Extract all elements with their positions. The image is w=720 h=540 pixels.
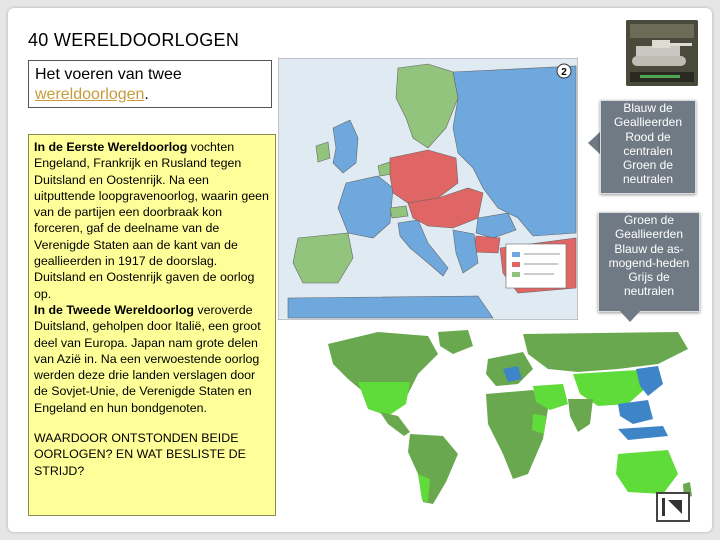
ww1-heading: In de Eerste Wereldoorlog <box>34 140 188 154</box>
back-arrow-icon <box>658 494 688 520</box>
world-ww2-map <box>318 324 700 514</box>
subtitle-box <box>28 60 272 108</box>
callout-line: Geallieerden <box>613 115 683 130</box>
back-button[interactable] <box>656 492 690 522</box>
callout-ww1-legend <box>600 100 696 194</box>
callout-line: Blauw de <box>623 101 673 115</box>
subtitle-suffix: . <box>144 86 149 103</box>
callout-arrow-down <box>618 309 642 322</box>
map-number: 2 <box>561 67 567 78</box>
ww2-text: veroverde Duitsland, geholpen door Italië, een groot deel van Europa. Japan nam grote delen van Azië in. Na een verwoestende oorlog werden deze drie landen verslagen door de Sovjet-Unie, de Verenigde Staten en Engeland en hun bondgenoten. <box>34 302 261 415</box>
subtitle-link[interactable]: wereldoorlogen <box>35 86 145 103</box>
callout-line: Groen de <box>622 158 674 173</box>
callout-line: Blauw de as- <box>614 241 684 256</box>
page-title: 40 WERELDOORLOGEN <box>28 30 240 50</box>
europe-ww1-map <box>278 58 578 320</box>
callout-line: Rood de <box>625 129 671 144</box>
ww1-paragraph <box>34 139 270 302</box>
ww2-heading: In de Tweede Wereldoorlog <box>34 302 194 317</box>
callout-line: centralen <box>623 143 673 158</box>
subtitle-prefix: Het voeren van twee <box>35 66 182 83</box>
ww1-text: vochten Engeland, Frankrijk en Rusland tegen Duitsland en Oostenrijk. Na een uitputtende loopgravenoorlog, waarin geen van de partijen een doorbraak kon forceren, gaf de deelname van de Verenigde Staten aan de kant van de geallieerden in 1917 de doorslag. Duitsland en Oostenrijk gaven de oorlog op. <box>34 140 269 301</box>
ww2-paragraph <box>34 302 270 416</box>
tank-photo-icon <box>626 20 698 86</box>
callout-line: neutralen <box>623 284 675 299</box>
callout-line: Groen de <box>623 213 675 227</box>
callout-ww2-legend <box>598 212 700 312</box>
callout-line: Grijs de <box>628 270 670 285</box>
question-text: WAARDOOR ONTSTONDEN BEIDE OORLOGEN? EN WAT BESLISTE DE STRIJD? <box>34 431 246 478</box>
text-box <box>28 134 276 516</box>
callout-line: Geallieerden <box>614 227 684 242</box>
callout-line: mogend-heden <box>608 255 690 270</box>
callout-line: neutralen <box>622 172 674 187</box>
